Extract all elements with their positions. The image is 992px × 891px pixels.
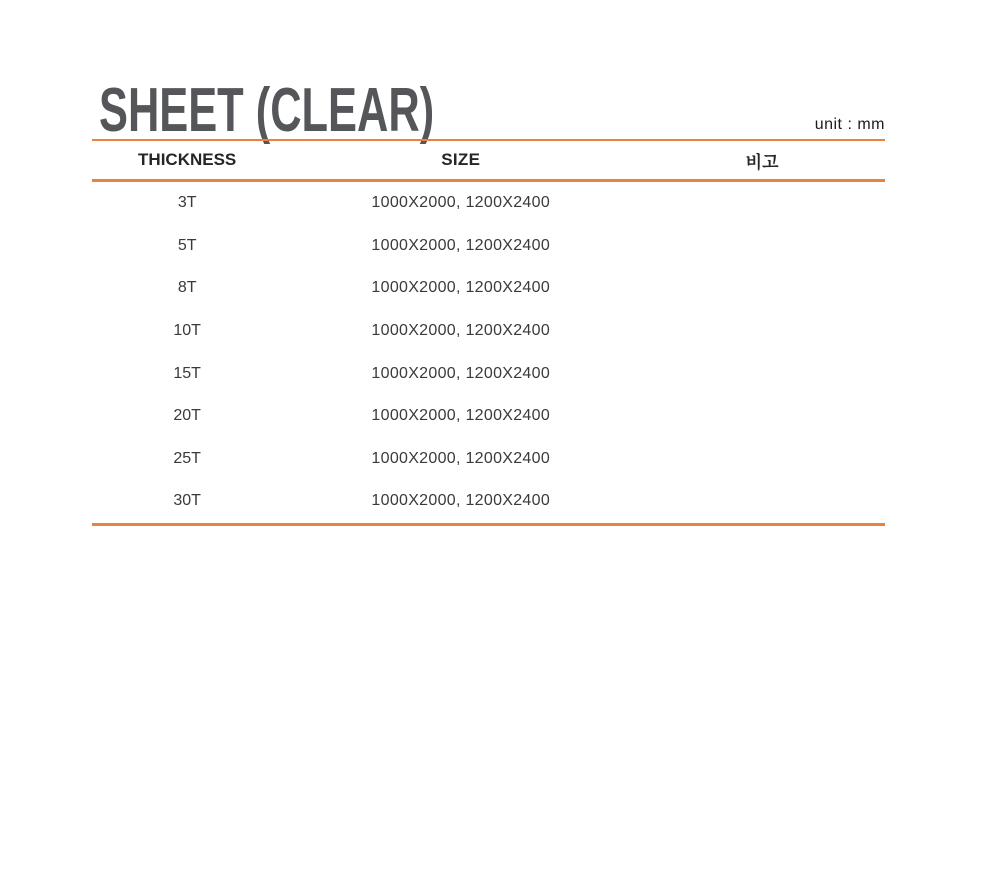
table-row — [92, 225, 885, 268]
page-title: SHEET (CLEAR) — [99, 76, 435, 145]
table-row — [92, 438, 885, 481]
size-cell: 1000X2000, 1200X2400 — [371, 236, 551, 254]
size-cell: 1000X2000, 1200X2400 — [371, 449, 551, 467]
table-row — [92, 267, 885, 310]
table-body — [92, 182, 885, 526]
size-cell: 1000X2000, 1200X2400 — [371, 364, 551, 382]
table-row — [92, 480, 885, 523]
unit-label: unit : mm — [814, 116, 885, 133]
thickness-cell: 15T — [173, 364, 201, 382]
table-row — [92, 182, 885, 225]
column-header-thickness: THICKNESS — [138, 150, 237, 169]
table-row — [92, 352, 885, 395]
table-row — [92, 310, 885, 353]
size-cell: 1000X2000, 1200X2400 — [371, 279, 551, 297]
size-cell: 1000X2000, 1200X2400 — [371, 492, 551, 510]
size-cell: 1000X2000, 1200X2400 — [371, 322, 551, 340]
thickness-cell: 10T — [173, 322, 201, 340]
thickness-cell: 8T — [177, 279, 197, 297]
table-header-row — [92, 141, 885, 182]
column-header-size: SIZE — [441, 150, 481, 169]
thickness-cell: 25T — [173, 449, 201, 467]
table-row — [92, 395, 885, 438]
column-header-remark: 비고 — [745, 152, 779, 172]
spec-table — [92, 139, 885, 526]
size-cell: 1000X2000, 1200X2400 — [371, 194, 551, 212]
thickness-cell: 20T — [173, 407, 201, 425]
size-cell: 1000X2000, 1200X2400 — [371, 407, 551, 425]
thickness-cell: 5T — [177, 236, 197, 254]
thickness-cell: 30T — [173, 492, 201, 510]
thickness-cell: 3T — [177, 194, 197, 212]
